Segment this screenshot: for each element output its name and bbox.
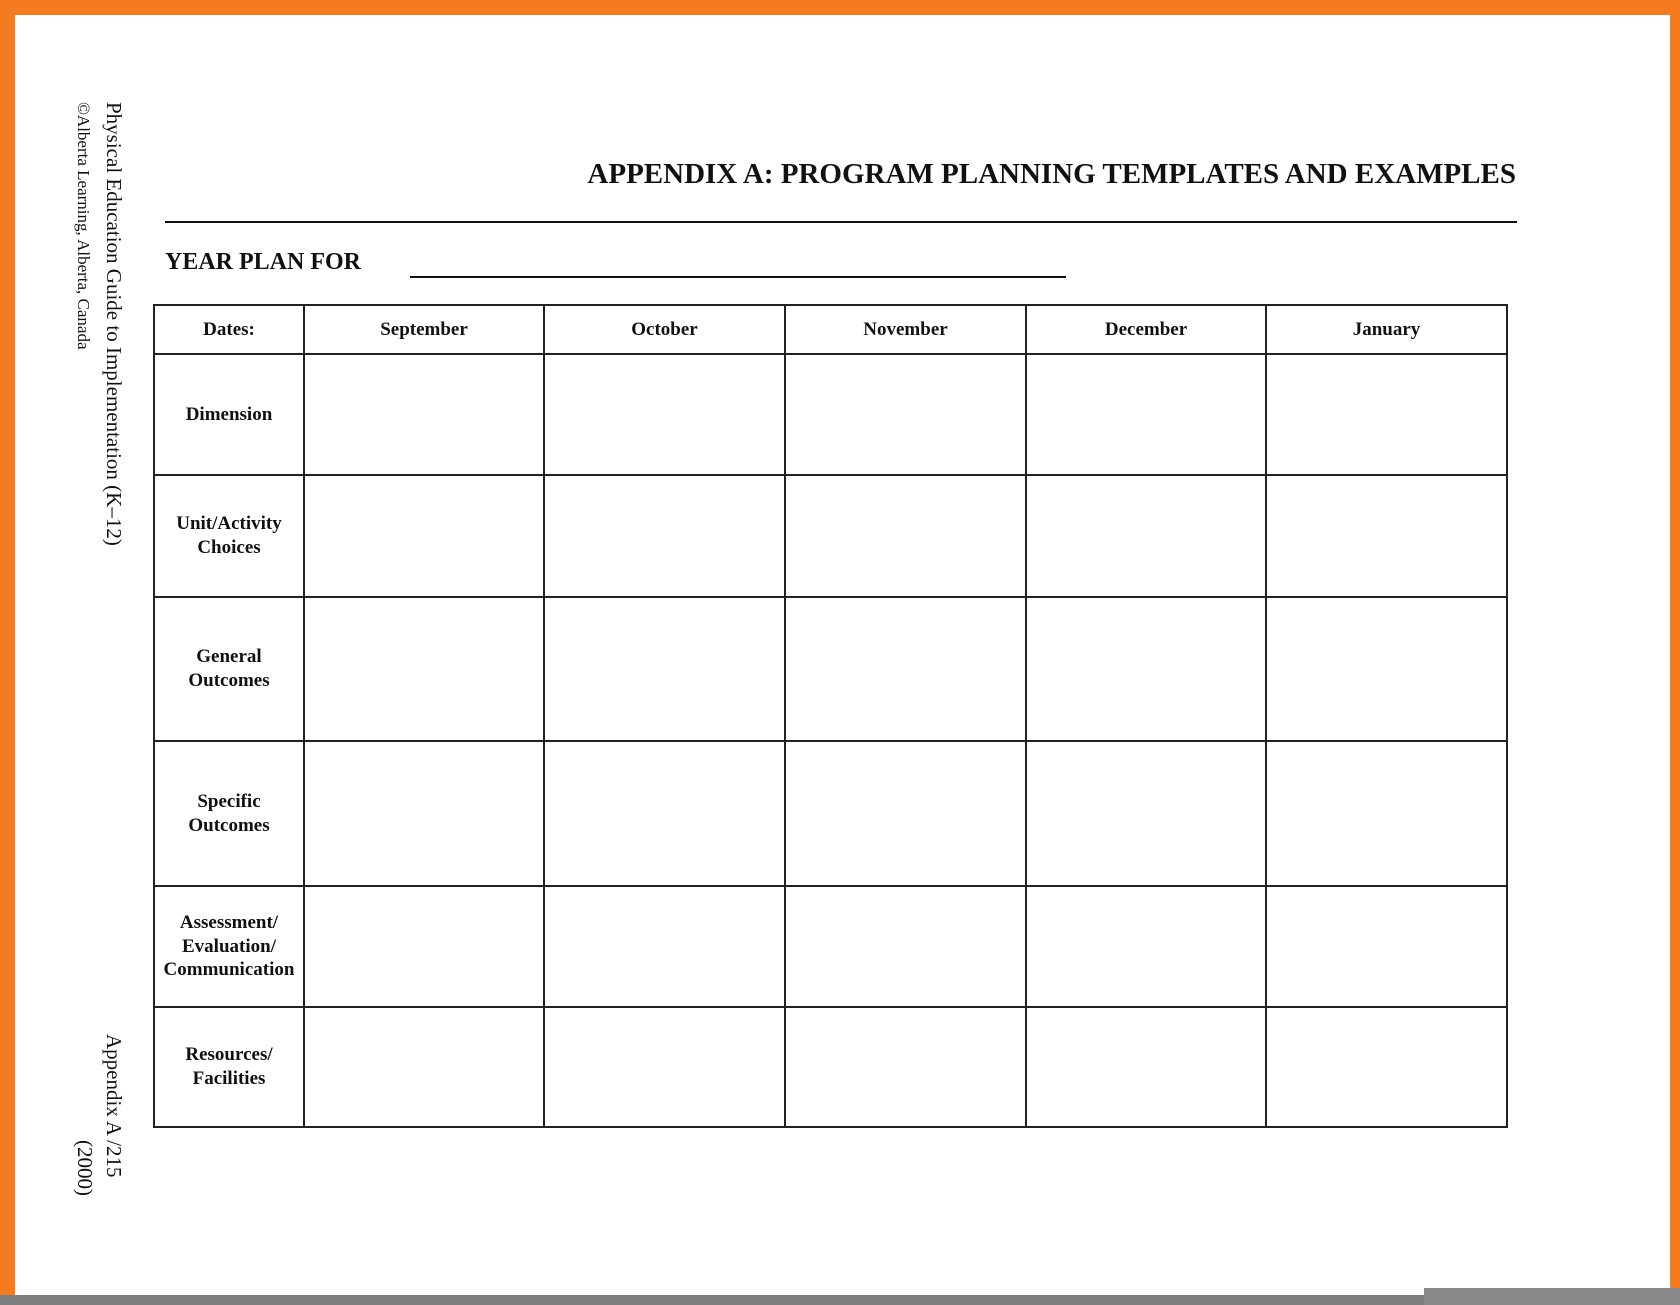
- row-label-unit-activity: Unit/Activity Choices: [154, 475, 304, 597]
- table-cell[interactable]: [1026, 1007, 1266, 1127]
- table-cell[interactable]: [785, 354, 1026, 475]
- header-month-november: November: [785, 305, 1026, 354]
- row-label-general-outcomes: General Outcomes: [154, 597, 304, 741]
- header-month-december: December: [1026, 305, 1266, 354]
- year-plan-label: YEAR PLAN FOR: [165, 249, 361, 275]
- header-dates: Dates:: [154, 305, 304, 354]
- row-label-dimension: Dimension: [154, 354, 304, 475]
- table-row: [154, 886, 1507, 1007]
- bottom-bar-right: [1424, 1288, 1680, 1305]
- year-plan-blank-line: [410, 276, 1066, 278]
- row-label-assessment: Assessment/ Evaluation/ Communication: [154, 886, 304, 1007]
- table-cell[interactable]: [304, 597, 544, 741]
- table-cell[interactable]: [785, 597, 1026, 741]
- table-row: [154, 741, 1507, 886]
- side-guide-title: Physical Education Guide to Implementation (K–12): [102, 102, 126, 546]
- table-cell[interactable]: [1266, 354, 1507, 475]
- table-cell[interactable]: [304, 475, 544, 597]
- table-cell[interactable]: [544, 886, 785, 1007]
- side-page-number: Appendix A /215: [102, 1034, 126, 1178]
- header-month-january: January: [1266, 305, 1507, 354]
- table-cell[interactable]: [1026, 597, 1266, 741]
- table-row: [154, 354, 1507, 475]
- row-label-resources: Resources/ Facilities: [154, 1007, 304, 1127]
- table-cell[interactable]: [1266, 886, 1507, 1007]
- bottom-bar: [0, 1295, 1424, 1305]
- table-row: [154, 475, 1507, 597]
- table-cell[interactable]: [785, 741, 1026, 886]
- table-cell[interactable]: [544, 597, 785, 741]
- side-year: (2000): [73, 1140, 97, 1196]
- header-month-september: September: [304, 305, 544, 354]
- table-cell[interactable]: [1266, 597, 1507, 741]
- table-cell[interactable]: [1026, 886, 1266, 1007]
- table-header-row: [154, 305, 1507, 354]
- table-cell[interactable]: [544, 475, 785, 597]
- side-copyright: ©Alberta Learning, Alberta, Canada: [74, 102, 93, 350]
- page-title: APPENDIX A: PROGRAM PLANNING TEMPLATES AND EXAMPLES: [587, 158, 1516, 190]
- header-month-october: October: [544, 305, 785, 354]
- table-cell[interactable]: [785, 475, 1026, 597]
- table-row: [154, 597, 1507, 741]
- header-divider: [165, 221, 1517, 223]
- year-plan-table: [153, 304, 1508, 1128]
- table-cell[interactable]: [304, 886, 544, 1007]
- table-cell[interactable]: [304, 1007, 544, 1127]
- row-label-specific-outcomes: Specific Outcomes: [154, 741, 304, 886]
- table-cell[interactable]: [1266, 475, 1507, 597]
- table-cell[interactable]: [1266, 1007, 1507, 1127]
- table-cell[interactable]: [304, 741, 544, 886]
- table-cell[interactable]: [785, 886, 1026, 1007]
- table-cell[interactable]: [1026, 741, 1266, 886]
- table-cell[interactable]: [1026, 475, 1266, 597]
- table-cell[interactable]: [544, 354, 785, 475]
- table-cell[interactable]: [544, 741, 785, 886]
- table-cell[interactable]: [1266, 741, 1507, 886]
- table-cell[interactable]: [544, 1007, 785, 1127]
- table-cell[interactable]: [1026, 354, 1266, 475]
- table-row: [154, 1007, 1507, 1127]
- table-cell[interactable]: [785, 1007, 1026, 1127]
- table-cell[interactable]: [304, 354, 544, 475]
